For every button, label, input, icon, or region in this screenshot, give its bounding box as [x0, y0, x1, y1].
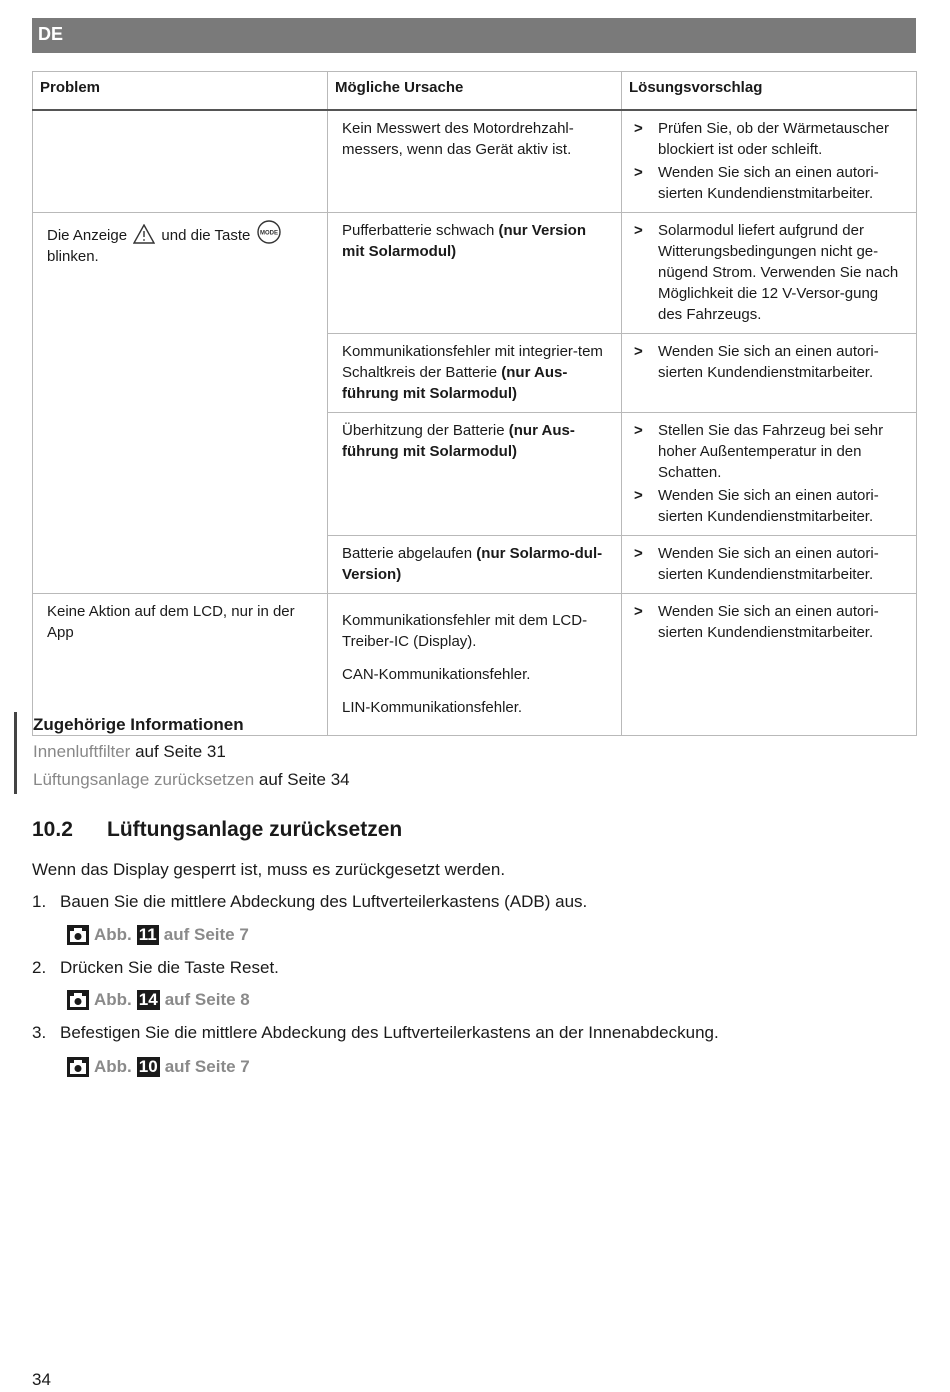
solution-item: [632, 341, 906, 383]
solution-cell: [622, 110, 917, 213]
figure-page: auf Seite 7: [164, 1057, 250, 1076]
problem-text: Die Anzeige: [47, 227, 128, 244]
solution-text: Wenden Sie sich an einen autori-sierten Kundendienstmitarbeiter.: [658, 603, 879, 641]
link-lueftungsanlage-zuruecksetzen[interactable]: Lüftungsanlage zurücksetzen: [33, 770, 255, 789]
mode-icon-label: MODE: [259, 230, 278, 237]
column-header-problem: Problem: [33, 72, 328, 111]
step-text: Bauen Sie die mittlere Abdeckung des Luftverteilerkastens (ADB) aus.: [60, 892, 588, 911]
solution-text: Wenden Sie sich an einen autori-sierten Kundendienstmitarbeiter.: [658, 164, 879, 202]
figure-number: 11: [138, 925, 157, 944]
solution-item: [632, 118, 906, 160]
problem-cell-empty: [33, 110, 328, 213]
step-number: 2.: [32, 958, 47, 977]
step-item: [32, 1023, 719, 1043]
figure-page: auf Seite 8: [164, 990, 250, 1009]
figure-number: 10: [138, 1057, 158, 1076]
cause-cell: [328, 110, 622, 213]
cause-note: (nur Solarmo-dul-Version): [342, 545, 603, 583]
solution-cell: [622, 413, 917, 536]
cause-text: Kommunikationsfehler mit integrier-tem Schaltkreis der Batterie: [342, 343, 603, 381]
cause-cell: [328, 213, 622, 334]
cause-text: Kein Messwert des Motordrehzahl-messers, wenn das Gerät aktiv ist.: [342, 120, 574, 158]
figure-label: Abb.: [94, 1057, 132, 1076]
solution-text: Wenden Sie sich an einen autori-sierten Kundendienstmitarbeiter.: [658, 545, 879, 583]
chevron-right-icon: >: [634, 222, 643, 239]
figure-reference[interactable]: [67, 925, 249, 945]
cause-note: (nur Aus-führung mit Solarmodul): [342, 422, 575, 460]
figure-reference[interactable]: [67, 1057, 250, 1077]
related-information: [14, 712, 533, 794]
chevron-right-icon: >: [634, 603, 643, 620]
table-header-row: [33, 72, 917, 111]
solution-item: [632, 543, 906, 585]
cause-text: LIN-Kommunikationsfehler.: [342, 699, 523, 716]
mode-button-icon: [257, 220, 281, 244]
cause-note: (nur Version mit Solarmodul): [342, 222, 587, 260]
cause-text: Überhitzung der Batterie: [342, 422, 505, 439]
section-number: 10.2: [32, 818, 73, 841]
cause-cell: [328, 413, 622, 536]
step-item: [32, 892, 587, 912]
problem-text: Keine Aktion auf dem LCD, nur in der App: [47, 603, 295, 641]
solution-item: [632, 420, 906, 483]
solution-item: [632, 601, 906, 643]
step-number: 1.: [32, 892, 47, 911]
problem-cell: [33, 213, 328, 594]
warning-triangle-icon: [133, 224, 155, 244]
solution-cell: [622, 334, 917, 413]
cause-cell: [328, 334, 622, 413]
related-link-row: [33, 766, 533, 794]
language-code: DE: [38, 24, 64, 44]
troubleshooting-table: [32, 71, 917, 736]
solution-cell: [622, 594, 917, 736]
language-header-bar: [32, 18, 916, 53]
solution-item: [632, 220, 906, 325]
solution-text: Prüfen Sie, ob der Wärmetauscher blockiert ist oder schleift.: [658, 120, 889, 158]
step-text: Drücken Sie die Taste Reset.: [60, 958, 279, 977]
solution-item: [632, 485, 906, 527]
column-header-solution: Lösungsvorschlag: [622, 72, 917, 111]
link-page-ref: auf Seite 34: [254, 770, 350, 789]
table-row: [33, 110, 917, 213]
figure-page: auf Seite 7: [163, 925, 249, 944]
figure-number: 14: [138, 990, 158, 1009]
section-heading: [32, 818, 402, 842]
camera-icon: [67, 925, 89, 945]
cause-text: CAN-Kommunikationsfehler.: [342, 666, 531, 683]
solution-text: Stellen Sie das Fahrzeug bei sehr hoher Außentemperatur in den Schatten.: [658, 422, 884, 481]
solution-cell: [622, 536, 917, 594]
solution-item: [632, 162, 906, 204]
related-link-row: [33, 738, 533, 766]
link-innenluftfilter[interactable]: Innenluftfilter: [33, 742, 131, 761]
chevron-right-icon: >: [634, 343, 643, 360]
chevron-right-icon: >: [634, 164, 643, 181]
solution-cell: [622, 213, 917, 334]
figure-reference[interactable]: [67, 990, 250, 1010]
figure-label: Abb.: [94, 990, 132, 1009]
cause-text: Batterie abgelaufen: [342, 545, 473, 562]
solution-text: Wenden Sie sich an einen autori-sierten Kundendienstmitarbeiter.: [658, 487, 879, 525]
cause-text: Pufferbatterie schwach: [342, 222, 495, 239]
solution-text: Wenden Sie sich an einen autori-sierten Kundendienstmitarbeiter.: [658, 343, 879, 381]
section-intro: Wenn das Display gesperrt ist, muss es zurückgesetzt werden.: [32, 860, 506, 879]
column-header-cause: Mögliche Ursache: [328, 72, 622, 111]
link-page-ref: auf Seite 31: [130, 742, 226, 761]
section-title: Lüftungsanlage zurücksetzen: [107, 818, 403, 841]
cause-text: Kommunikationsfehler mit dem LCD-Treiber-IC (Display).: [342, 612, 588, 650]
chevron-right-icon: >: [634, 422, 643, 439]
page-number: 34: [32, 1370, 51, 1389]
chevron-right-icon: >: [634, 545, 643, 562]
step-number: 3.: [32, 1023, 47, 1042]
table-row: [33, 213, 917, 334]
cause-note: (nur Aus-führung mit Solarmodul): [342, 364, 568, 402]
chevron-right-icon: >: [634, 487, 643, 504]
cause-cell: [328, 536, 622, 594]
problem-text: und die Taste: [161, 227, 251, 244]
problem-text: blinken.: [47, 248, 99, 265]
step-text: Befestigen Sie die mittlere Abdeckung des Luftverteilerkastens an der Innenabdeckung.: [60, 1023, 719, 1042]
solution-text: Solarmodul liefert aufgrund der Witterungsbedingungen nicht ge-nügend Strom. Verwenden Sie nach Möglichkeit die 12 V-Versor-gung des Fahrzeugs.: [658, 222, 899, 323]
related-title: Zugehörige Informationen: [33, 715, 244, 734]
figure-label: Abb.: [94, 925, 132, 944]
camera-icon: [67, 1057, 89, 1077]
step-item: [32, 958, 279, 978]
camera-icon: [67, 990, 89, 1010]
chevron-right-icon: >: [634, 120, 643, 137]
